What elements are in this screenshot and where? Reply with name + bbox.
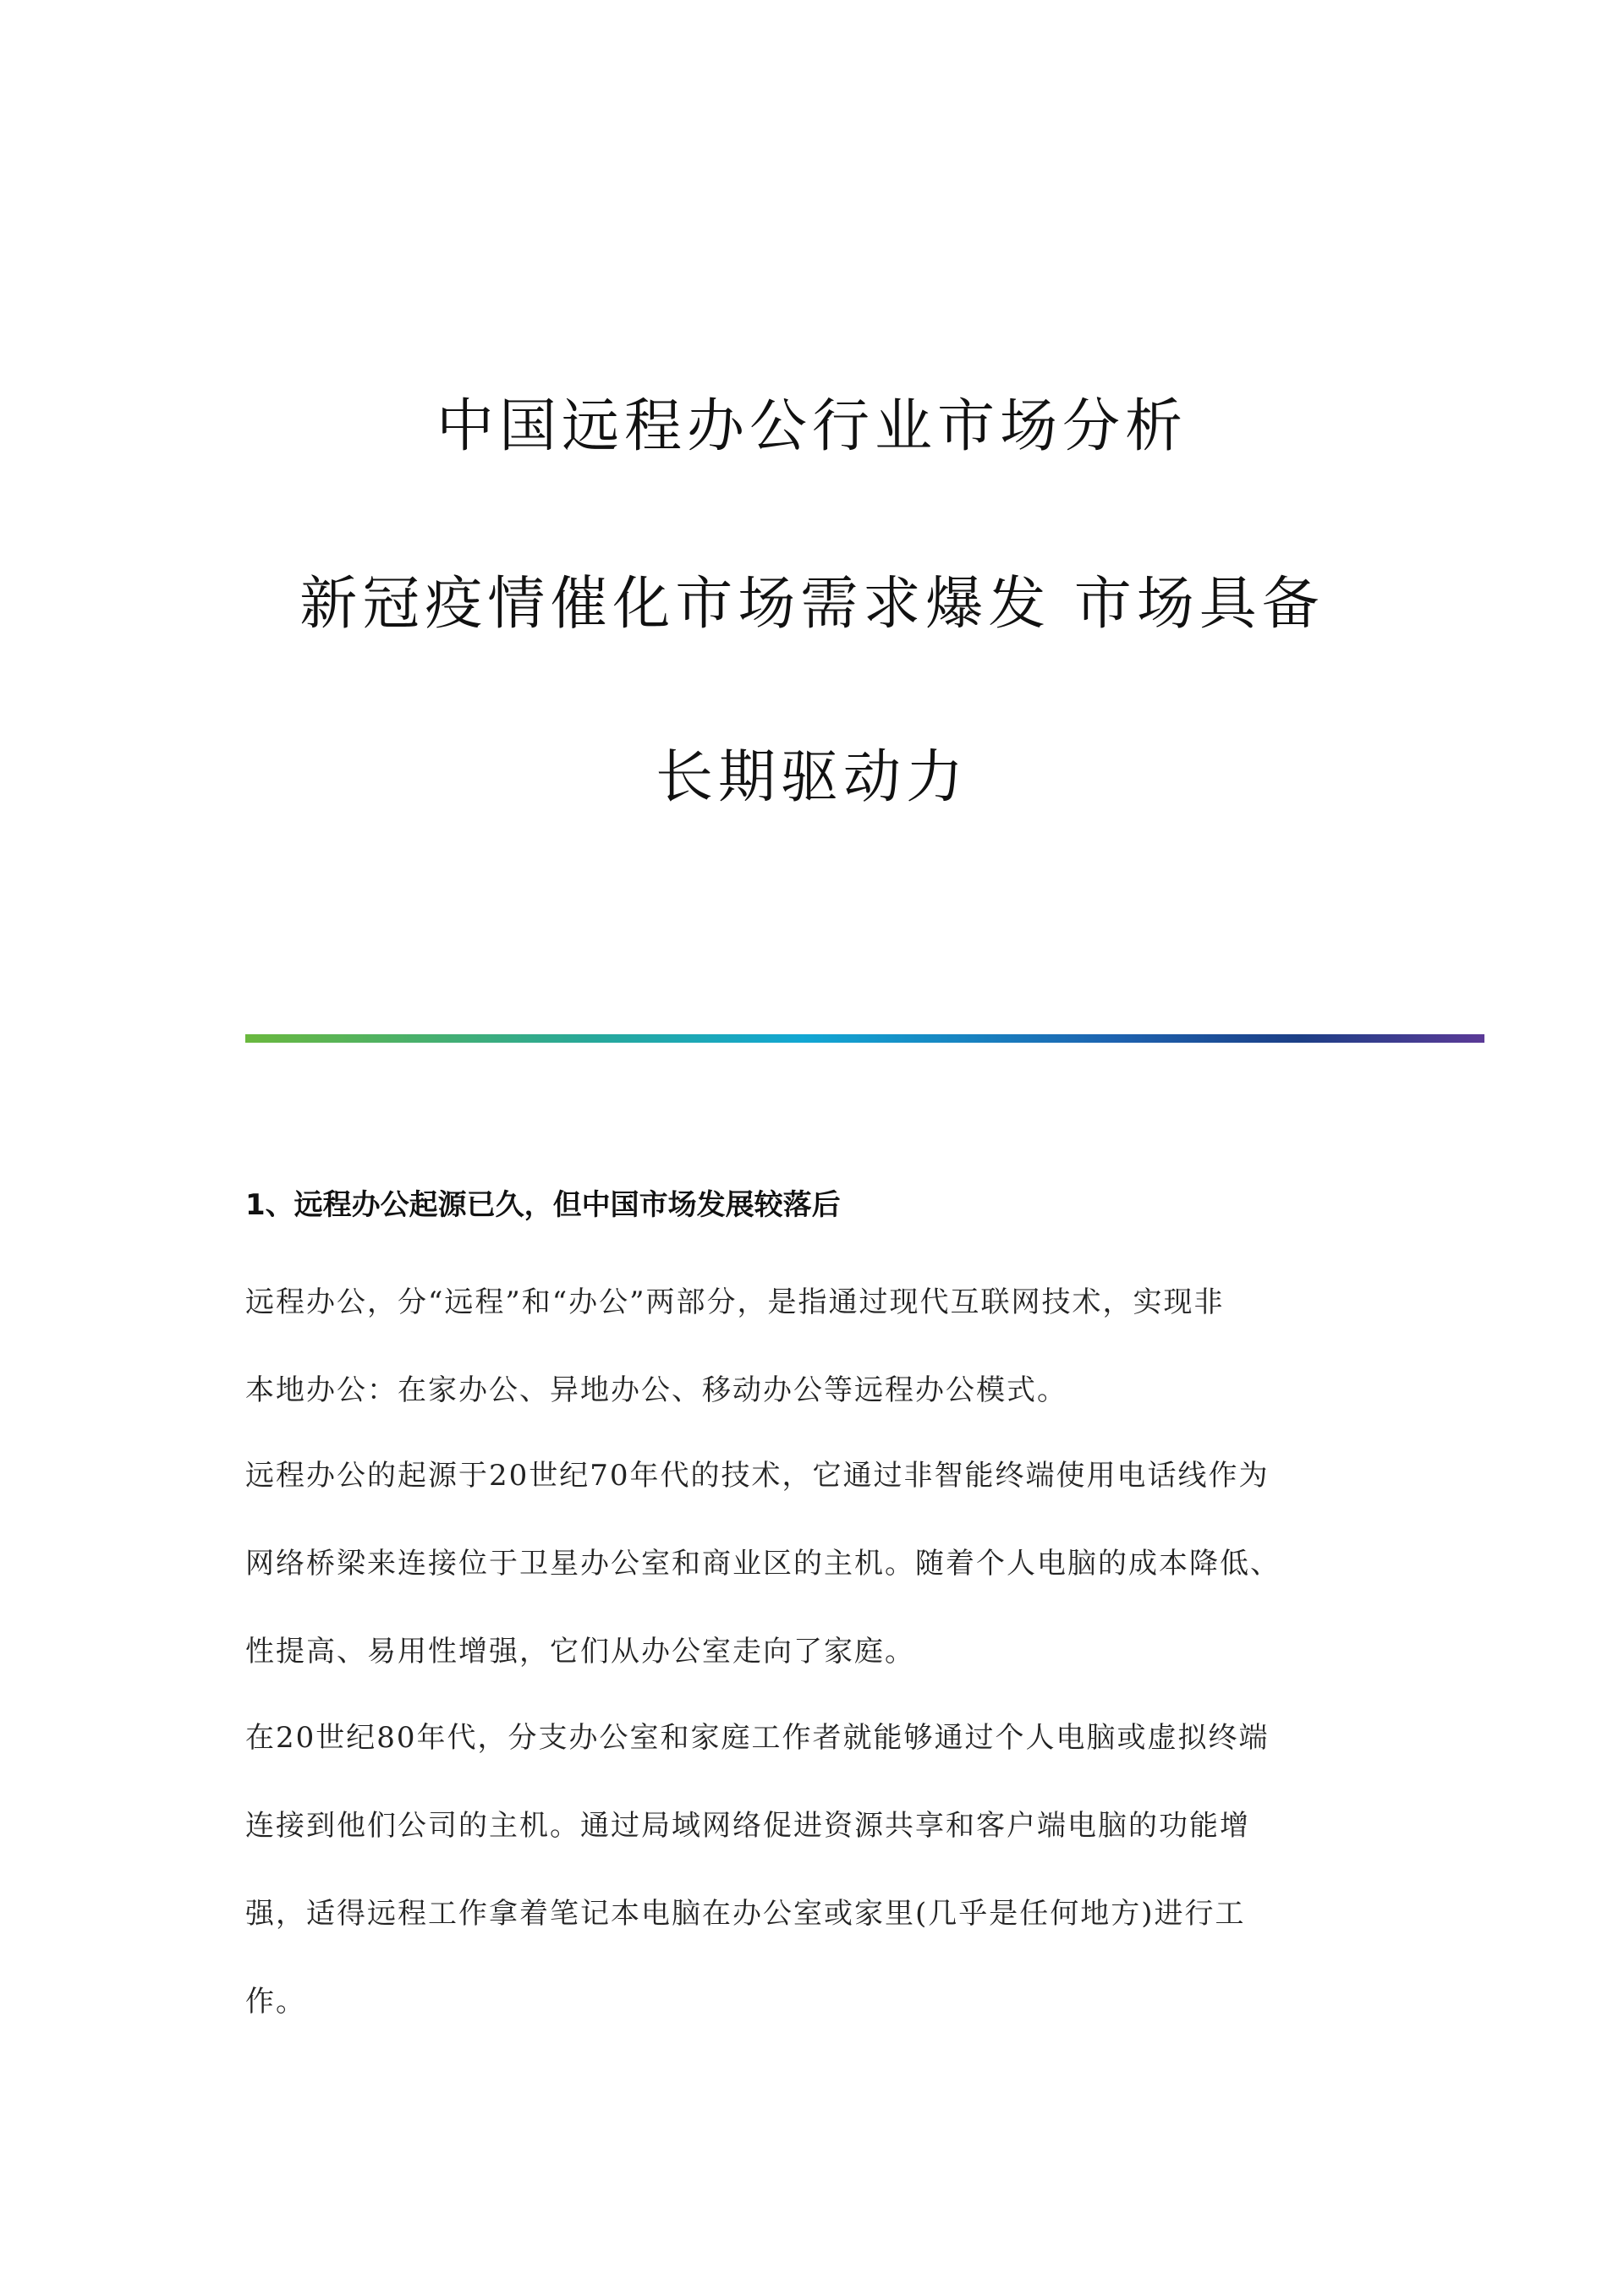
paragraph-line: 强，适得远程工作拿着笔记本电脑在办公室或家里(几乎是任何地方)进行工 xyxy=(245,1897,1246,1931)
paragraph-line: 网络桥梁来连接位于卫星办公室和商业区的主机。随着个人电脑的成本降低、 xyxy=(245,1547,1281,1581)
paragraph-line: 在20世纪80年代，分支办公室和家庭工作者就能够通过个人电脑或虚拟终端 xyxy=(245,1721,1270,1755)
gradient-divider xyxy=(245,1034,1484,1043)
paragraph-line: 本地办公：在家办公、异地办公、移动办公等远程办公模式。 xyxy=(245,1373,1067,1407)
paragraph-line: 性提高、易用性增强，它们从办公室走向了家庭。 xyxy=(245,1635,915,1669)
paragraph-line: 远程办公，分“远程”和“办公”两部分，是指通过现代互联网技术，实现非 xyxy=(245,1285,1225,1319)
paragraph-1 xyxy=(245,1281,1366,1411)
paragraph-line: 远程办公的起源于20世纪70年代的技术，它通过非智能终端使用电话线作为 xyxy=(245,1459,1270,1493)
title-line-3: 长期驱动力 xyxy=(655,744,968,811)
title-line-1: 中国远程办公行业市场分析 xyxy=(436,393,1188,460)
paragraph-3 xyxy=(245,1717,1366,2023)
title-line-2: 新冠疫情催化市场需求爆发 市场具备 xyxy=(299,571,1325,638)
section-heading: 1、远程办公起源已久，但中国市场发展较落后 xyxy=(245,1188,841,1222)
paragraph-2 xyxy=(245,1455,1366,1673)
paragraph-line: 连接到他们公司的主机。通过局域网络促进资源共享和客户端电脑的功能增 xyxy=(245,1809,1250,1843)
paragraph-line: 作。 xyxy=(245,1985,306,2019)
